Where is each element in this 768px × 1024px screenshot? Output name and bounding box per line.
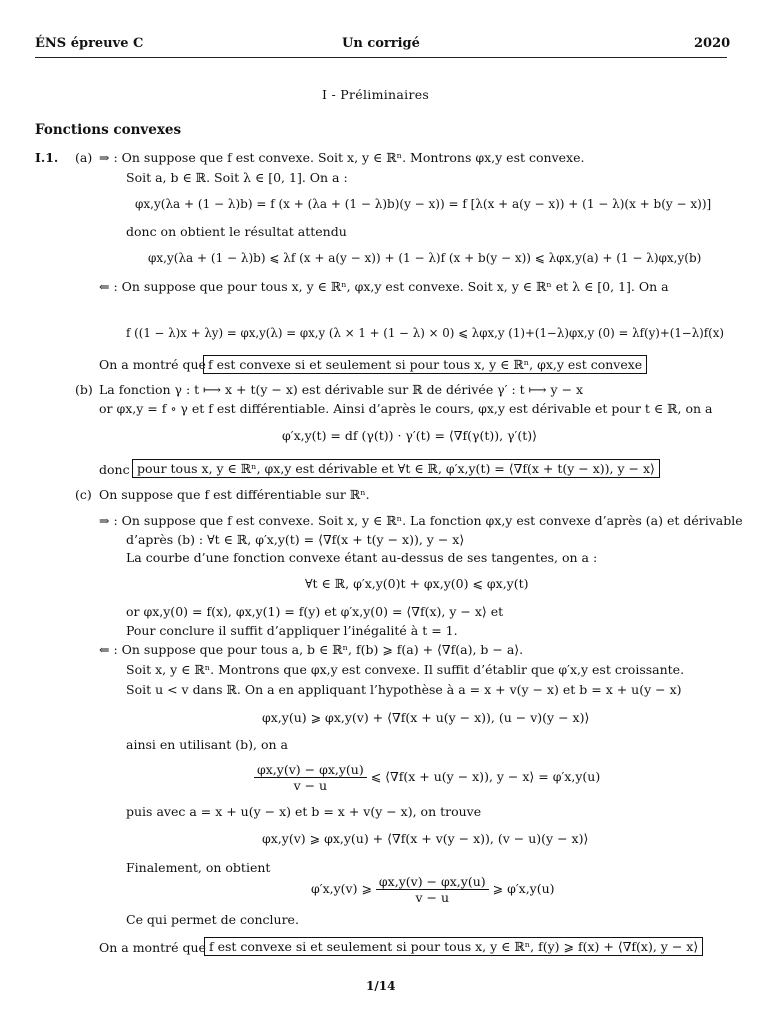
part-c-line7: ⇐ : On suppose que pour tous a, b ∈ ℝⁿ, f(b) ⩾ f(a) + ⟨∇f(a), b − a⟩. <box>99 642 524 657</box>
part-c-line11: puis avec a = x + u(y − x) et b = x + v(y − x), on trouve <box>126 804 482 819</box>
part-c-label: (c) <box>75 487 92 502</box>
section-title: I - Préliminaires <box>322 87 430 102</box>
part-b-equation: φ′x,y(t) = df (γ(t)) · γ′(t) = ⟨∇f(γ(t)), γ′(t)⟩ <box>282 428 538 443</box>
part-c-line4: La courbe d’une fonction convexe étant au-dessus de ses tangentes, on a : <box>126 550 598 565</box>
part-c-equation4: φx,y(v) ⩾ φx,y(u) + ⟨∇f(x + v(y − x)), (v − u)(y − x)⟩ <box>262 831 589 846</box>
header-left: ÉNS épreuve C <box>35 36 144 51</box>
part-c-conclusion-box: f est convexe si et seulement si pour tous x, y ∈ ℝⁿ, f(y) ⩾ f(x) + ⟨∇f(x), y − x⟩ <box>204 937 703 956</box>
part-c-line5: or φx,y(0) = f(x), φx,y(1) = f(y) et φ′x,y(0) = ⟨∇f(x), y − x⟩ et <box>126 604 504 619</box>
part-c-line3: d’après (b) : ∀t ∈ ℝ, φ′x,y(t) = ⟨∇f(x + t(y − x)), y − x⟩ <box>126 532 465 547</box>
part-b-label: (b) <box>75 382 93 397</box>
subsection-title: Fonctions convexes <box>35 122 182 138</box>
part-a-conclusion-prefix: On a montré que <box>99 357 206 372</box>
part-c-line12: Finalement, on obtient <box>126 860 271 875</box>
part-c-line13: Ce qui permet de conclure. <box>126 912 299 927</box>
part-c-line2: ⇒ : On suppose que f est convexe. Soit x, y ∈ ℝⁿ. La fonction φx,y est convexe d’après (a) et dérivable <box>99 513 743 528</box>
part-a-conclusion-box: f est convexe si et seulement si pour tous x, y ∈ ℝⁿ, φx,y est convexe <box>203 355 647 374</box>
part-c-equation3 <box>254 762 600 793</box>
part-a-label: (a) <box>75 150 93 165</box>
part-a-line4: ⇐ : On suppose que pour tous x, y ∈ ℝⁿ, φx,y est convexe. Soit x, y ∈ ℝⁿ et λ ∈ [0, 1]. On a <box>99 279 669 294</box>
equation5-rhs: ⩾ φ′x,y(u) <box>492 881 555 896</box>
part-c-line9: Soit u < v dans ℝ. On a en appliquant l’hypothèse à a = x + v(y − x) et b = x + u(y − x) <box>126 682 682 697</box>
part-c-conclusion-prefix: On a montré que <box>99 940 206 955</box>
part-a-line2: Soit a, b ∈ ℝ. Soit λ ∈ [0, 1]. On a : <box>126 170 348 185</box>
header-right: 2020 <box>694 36 731 51</box>
part-b-line1: La fonction γ : t ⟼ x + t(y − x) est dérivable sur ℝ de dérivée γ′ : t ⟼ y − x <box>99 382 584 397</box>
part-b-conclusion-prefix: donc <box>99 462 130 477</box>
part-c-line1: On suppose que f est différentiable sur ℝⁿ. <box>99 487 370 502</box>
part-c-line10: ainsi en utilisant (b), on a <box>126 737 288 752</box>
header-center: Un corrigé <box>342 36 420 51</box>
part-c-equation5 <box>311 874 555 905</box>
equation5-lhs: φ′x,y(v) ⩾ <box>311 881 372 896</box>
equation5-numerator: φx,y(v) − φx,y(u) <box>376 874 489 890</box>
question-label: I.1. <box>35 150 59 165</box>
part-b-line2: or φx,y = f ∘ γ et f est différentiable. Ainsi d’après le cours, φx,y est dérivable et pour t ∈ ℝ, on a <box>99 401 713 416</box>
part-c-line8: Soit x, y ∈ ℝⁿ. Montrons que φx,y est convexe. Il suffit d’établir que φ′x,y est croissante. <box>126 662 685 677</box>
part-a-line3: donc on obtient le résultat attendu <box>126 224 347 239</box>
part-a-equation3: f ((1 − λ)x + λy) = φx,y(λ) = φx,y (λ × 1 + (1 − λ) × 0) ⩽ λφx,y (1)+(1−λ)φx,y (0) = λf(y)+(1−λ)f(x) <box>126 326 725 340</box>
part-a-line1: ⇒ : On suppose que f est convexe. Soit x, y ∈ ℝⁿ. Montrons φx,y est convexe. <box>99 150 585 165</box>
part-c-equation1: ∀t ∈ ℝ, φ′x,y(0)t + φx,y(0) ⩽ φx,y(t) <box>305 576 529 591</box>
part-a-equation1: φx,y(λa + (1 − λ)b) = f (x + (λa + (1 − λ)b)(y − x)) = f [λ(x + a(y − x)) + (1 − λ)(x + b(y − x))] <box>135 197 712 211</box>
part-c-line6: Pour conclure il suffit d’appliquer l’inégalité à t = 1. <box>126 623 458 638</box>
equation3-rhs: ⩽ ⟨∇f(x + u(y − x)), y − x⟩ = φ′x,y(u) <box>370 769 601 784</box>
page-number: 1/14 <box>366 979 396 993</box>
part-b-conclusion-box: pour tous x, y ∈ ℝⁿ, φx,y est dérivable et ∀t ∈ ℝ, φ′x,y(t) = ⟨∇f(x + t(y − x)), y − x⟩ <box>132 459 660 478</box>
part-c-equation2: φx,y(u) ⩾ φx,y(v) + ⟨∇f(x + u(y − x)), (u − v)(y − x)⟩ <box>262 710 590 725</box>
equation5-denominator: v − u <box>415 890 450 905</box>
equation3-numerator: φx,y(v) − φx,y(u) <box>254 762 367 778</box>
header-rule <box>35 57 727 58</box>
equation3-denominator: v − u <box>293 778 328 793</box>
part-a-equation2: φx,y(λa + (1 − λ)b) ⩽ λf (x + a(y − x)) + (1 − λ)f (x + b(y − x)) ⩽ λφx,y(a) + (1 − λ)φx,y(b) <box>148 251 702 265</box>
